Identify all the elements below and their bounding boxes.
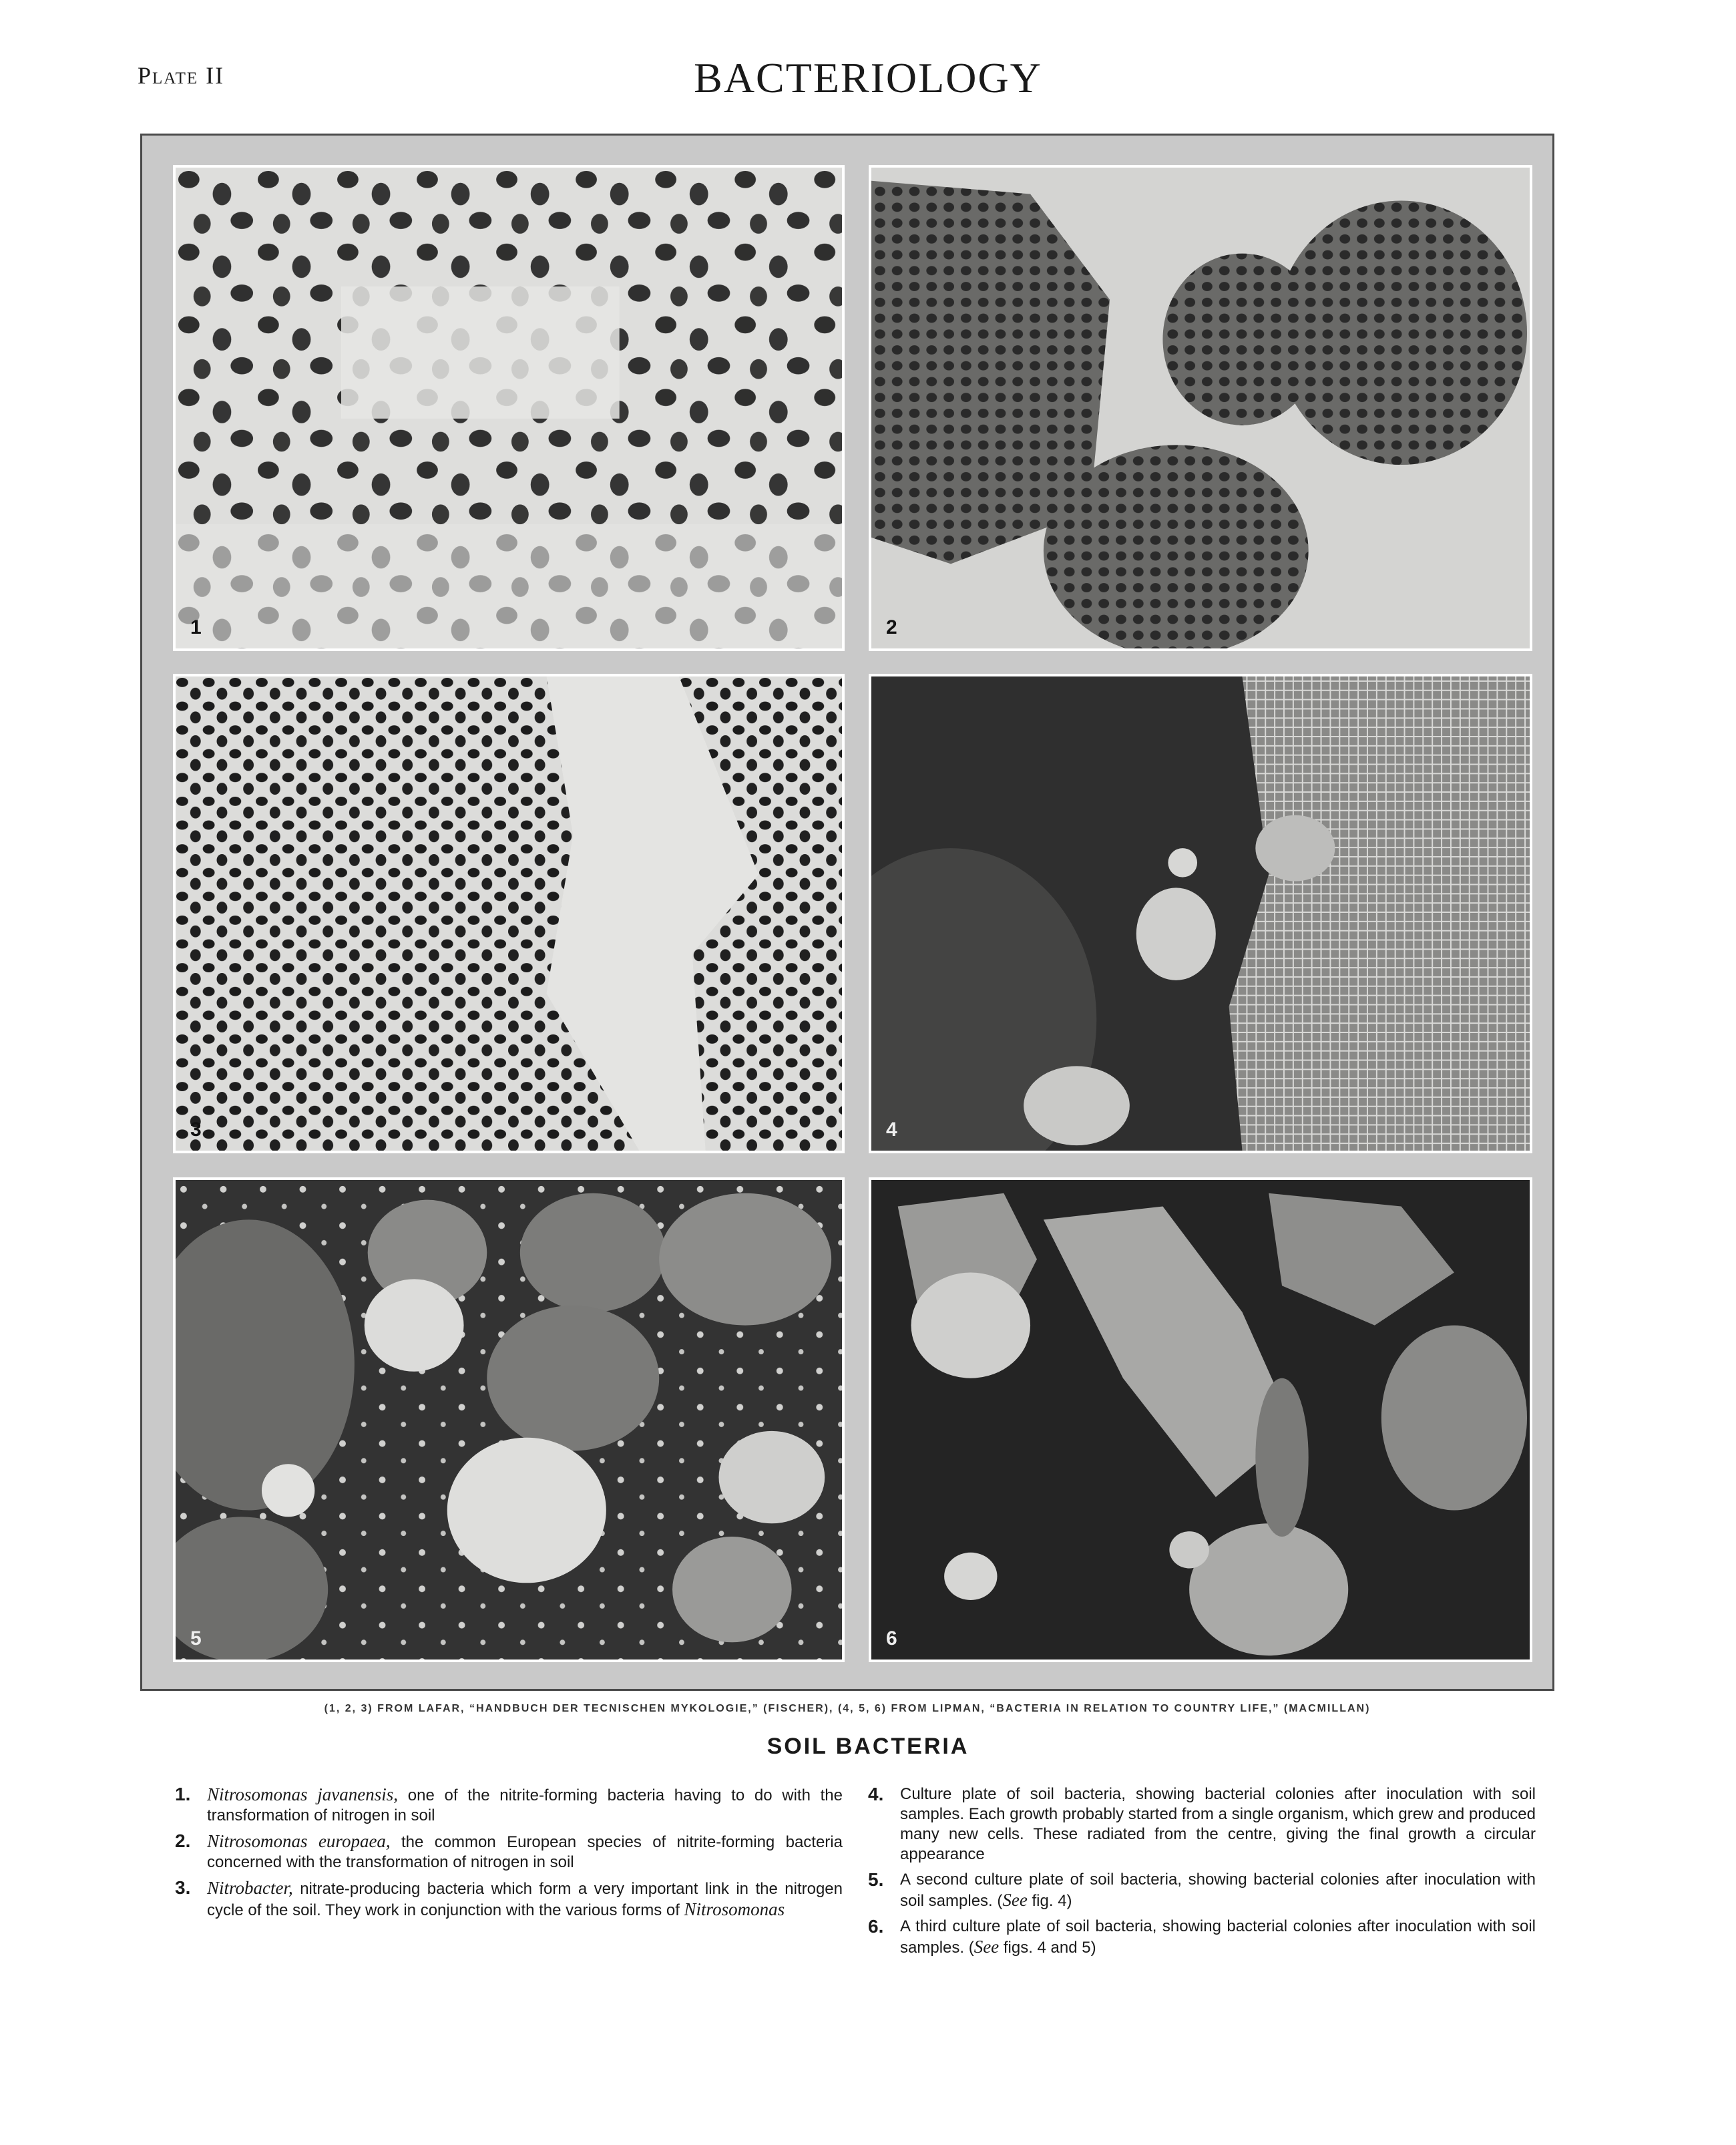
species-name: Nitrobacter, xyxy=(207,1878,293,1898)
caption-number: 1. xyxy=(175,1784,191,1804)
caption-number: 6. xyxy=(868,1916,884,1937)
caption-description: A third culture plate of soil bacteria, showing bacterial colonies after inoculation with soil samples. ( xyxy=(900,1917,1536,1957)
caption-item xyxy=(175,1831,843,1873)
caption-text: Culture plate of soil bacteria, showing bacterial colonies after inoculation with soil samples. Each growth probably started from a single organism, which grew and produced many new cells. These radiated from the centre, giving the final growth a circular appearance xyxy=(900,1785,1536,1863)
caption-item xyxy=(868,1917,1536,1958)
figure-reference: fig. 4) xyxy=(1027,1892,1072,1910)
caption-number: 4. xyxy=(868,1784,884,1804)
figure-number: 2 xyxy=(886,616,897,638)
caption-item xyxy=(175,1784,843,1826)
caption-text xyxy=(900,1870,1536,1911)
caption-item xyxy=(868,1870,1536,1911)
culture-plate-5 xyxy=(173,1177,845,1662)
caption-description: nitrate-producing bacteria which form a very important link in the nitrogen cycle of the soil. They work in conjunction with the various forms of xyxy=(207,1880,843,1919)
species-name: Nitrosomonas javanensis, xyxy=(207,1784,399,1804)
caption-number: 5. xyxy=(868,1869,884,1890)
figure-number: 3 xyxy=(190,1119,202,1141)
species-name: Nitrosomonas xyxy=(684,1899,785,1919)
culture-plate-4-image xyxy=(871,676,1530,1151)
figure-number: 4 xyxy=(886,1119,897,1141)
species-name: Nitrosomonas europaea, xyxy=(207,1831,391,1851)
caption-text xyxy=(207,1831,843,1873)
caption-text xyxy=(900,1917,1536,1958)
caption-description: the common European species of nitrite-forming bacteria concerned with the transformation of nitrogen in soil xyxy=(207,1833,843,1871)
figure-reference: figs. 4 and 5) xyxy=(999,1939,1096,1957)
figure-number: 6 xyxy=(886,1627,897,1649)
culture-plate-5-image xyxy=(176,1180,842,1660)
captions-right-column xyxy=(868,1784,1536,1963)
figure-number: 1 xyxy=(190,616,202,638)
caption-number: 2. xyxy=(175,1830,191,1851)
culture-plate-6 xyxy=(869,1177,1532,1662)
micrograph-3-image xyxy=(176,676,842,1151)
micrograph-3 xyxy=(173,674,845,1153)
section-title: SOIL BACTERIA xyxy=(767,1734,969,1759)
caption-text xyxy=(207,1784,843,1826)
caption-number: 3. xyxy=(175,1877,191,1898)
plate-label: Plate II xyxy=(138,62,225,89)
caption-description: one of the nitrite-forming bacteria having to do with the transformation of nitrogen in soil xyxy=(207,1786,843,1824)
page-title: BACTERIOLOGY xyxy=(694,54,1042,102)
micrograph-1 xyxy=(173,165,845,651)
culture-plate-6-image xyxy=(871,1180,1530,1660)
caption-text xyxy=(207,1878,843,1921)
micrograph-2-image xyxy=(871,168,1530,648)
captions-left-column xyxy=(175,1784,843,1926)
plate-photo-frame xyxy=(140,134,1554,1691)
caption-item xyxy=(175,1878,843,1921)
micrograph-1-image xyxy=(176,168,842,648)
figure-number: 5 xyxy=(190,1627,202,1649)
see-reference: See xyxy=(973,1937,1000,1957)
caption-description: A second culture plate of soil bacteria, showing bacterial colonies after inoculation with soil samples. ( xyxy=(900,1871,1536,1910)
culture-plate-4 xyxy=(869,674,1532,1153)
see-reference: See xyxy=(1002,1890,1028,1910)
micrograph-2 xyxy=(869,165,1532,651)
image-credit-line: (1, 2, 3) FROM LAFAR, “HANDBUCH DER TECNISCHEN MYKOLOGIE,” (FISCHER), (4, 5, 6) FROM LIPMAN, “BACTERIA IN RELATION TO COUNTRY LIFE,” (MACMILLAN) xyxy=(324,1703,1371,1714)
caption-item xyxy=(868,1784,1536,1865)
